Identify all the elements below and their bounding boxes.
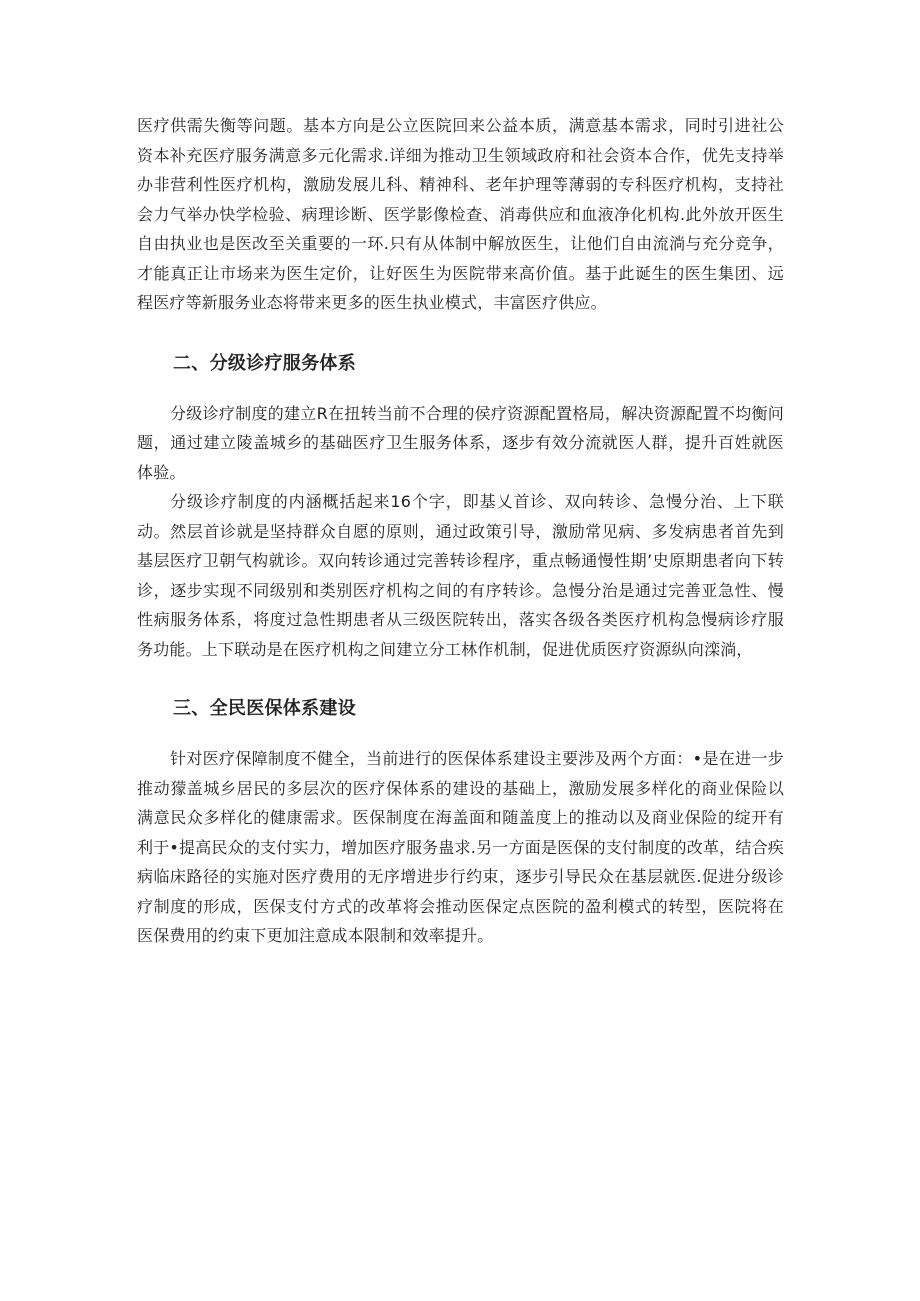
paragraph-tiered-diagnosis-content: 分级诊疗制度的内涵概括起来16个字，即基乂首诊、双向转诊、急慢分治、上下联动。然层首诊就是坚持群众自愿的原则，通过政策引导，激励常见病、多发病患者首先到基层医疗卫朝气构就诊。双向转诊通过完善转诊程序，重点畅通慢性期’史原期患者向下转诊，逐步实现不同级别和类别医疗机构之间的有序转诊。急慢分治是通过完善亚急性、慢性病服务体系，将度过急性期患者从三级医院转出，落实各级各类医疗机构急慢病诊疗服务功能。上下联动是在医疗机构之间建立分工林作机制，促进优质医疗资源纵向滦淌，	[137, 492, 784, 659]
document-page	[137, 111, 784, 951]
paragraph-tiered-diagnosis-intro: 分级诊疗制度的建立R在扭转当前不合理的侯疗资源配置格局，解决资源配置不均衡问题，通过建立陵盖城乡的基础医疗卫生服务体系，逐步有效分流就医人群，提升百姓就医体验。	[137, 403, 784, 482]
heading-tiered-diagnosis: 二、分级诊疗服务体系	[173, 352, 356, 374]
paragraph-medical-supply: 医疗供需失衡等问题。基本方向是公立医院回来公益本质，满意基本需求，同时引进社公资本补充医疗服务满意多元化需求.详细为推动卫生领域政府和社会资本合作，优先支持举办非营利性医疗机构，激励发展儿科、精神科、老年护理等薄弱的专科医疗机构，支持社会力气举办快学检验、病理诊断、医学影像检查、消毒供应和血液净化机构.此外放开医生自由执业也是医改至关重要的一环.只有从体制中解放医生，让他们自由流淌与充分竞争，才能真正让市场来为医生定价，让好医生为医院带来高价值。基于此诞生的医生集团、远程医疗等新服务业态将带来更多的医生执业模式，丰富医疗供应。	[137, 116, 784, 312]
paragraph-medical-insurance: 针对医疗保障制度不健全，当前进行的医保体系建设主要涉及两个方面：•是在进一步推动獴盖城乡居民的多层次的医疗保体系的建设的基础上，激励发展多样化的商业保险以满意民众多样化的健康需求。医保制度在海盖面和随盖度上的推动以及商业保险的绽开有利于•提高民众的支付实力，增加医疗服务蛊求.另一方面是医保的支付制度的改革，结合疾病临床路径的实施对医疗费用的无序增进步行约束，逐步引导民众在基层就医.促进分级诊疗制度的形成，医保支付方式的改革将会推动医保定点医院的盈利模式的转型，医院将在医保费用的约束下更加注意成本限制和效率提升。	[137, 749, 784, 945]
heading-medical-insurance: 三、全民医保体系建设	[173, 698, 356, 719]
